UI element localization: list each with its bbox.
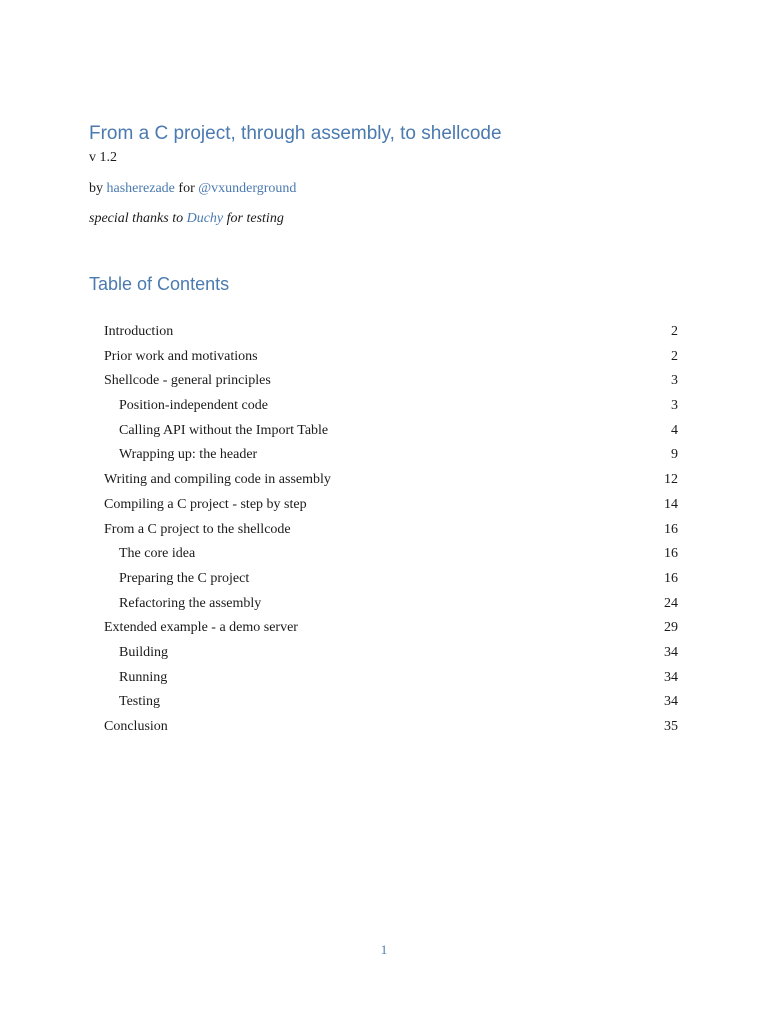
toc-entry[interactable] bbox=[0, 469, 768, 494]
toc-entry[interactable] bbox=[0, 568, 768, 593]
toc-entry-label: Conclusion bbox=[104, 719, 168, 734]
toc-entry[interactable] bbox=[0, 593, 768, 618]
page-number: 1 bbox=[380, 942, 388, 957]
toc-entry-page: 29 bbox=[664, 620, 678, 636]
toc-entry-page: 12 bbox=[664, 472, 678, 488]
toc-entry-label: Introduction bbox=[104, 324, 174, 339]
toc-entry[interactable] bbox=[0, 716, 768, 741]
toc-entry[interactable] bbox=[0, 617, 768, 642]
document-title: From a C project, through assembly, to shellcode bbox=[89, 123, 502, 144]
toc-entry-label: Refactoring the assembly bbox=[119, 595, 262, 611]
handle-link[interactable]: @vxunderground bbox=[198, 181, 297, 196]
toc-entry-label: Extended example - a demo server bbox=[104, 620, 298, 636]
thanks-prefix: special thanks to bbox=[89, 211, 187, 226]
toc-list bbox=[0, 321, 768, 741]
version-label: v 1.2 bbox=[89, 150, 117, 165]
toc-entry-label: Running bbox=[119, 669, 168, 685]
toc-entry[interactable] bbox=[0, 444, 768, 469]
thanks-line bbox=[89, 211, 284, 227]
toc-entry-page: 4 bbox=[671, 422, 678, 438]
toc-entry-label: Building bbox=[119, 644, 169, 660]
toc-entry-page: 3 bbox=[671, 373, 678, 389]
toc-entry-page: 16 bbox=[664, 546, 678, 562]
toc-entry-label: Calling API without the Import Table bbox=[119, 422, 329, 438]
toc-entry[interactable] bbox=[0, 420, 768, 445]
toc-entry-page: 16 bbox=[664, 521, 678, 537]
toc-entry[interactable] bbox=[0, 494, 768, 519]
toc-entry-page: 34 bbox=[664, 669, 678, 685]
toc-entry-page: 2 bbox=[671, 348, 678, 364]
tester-link[interactable]: Duchy bbox=[186, 211, 224, 226]
toc-entry-page: 16 bbox=[664, 570, 678, 586]
toc-entry-page: 3 bbox=[671, 398, 678, 414]
toc-entry-page: 34 bbox=[664, 644, 678, 660]
toc-entry[interactable] bbox=[0, 519, 768, 544]
author-link[interactable]: hasherezade bbox=[106, 181, 175, 196]
toc-entry-label: Preparing the C project bbox=[119, 570, 250, 586]
toc-entry-label: Compiling a C project - step by step bbox=[104, 496, 307, 512]
toc-entry[interactable] bbox=[0, 370, 768, 395]
toc-entry-page: 2 bbox=[671, 324, 678, 339]
toc-entry-label: From a C project to the shellcode bbox=[104, 521, 291, 537]
toc-entry-label: Wrapping up: the header bbox=[119, 447, 258, 463]
toc-entry[interactable] bbox=[0, 321, 768, 346]
toc-entry-page: 9 bbox=[671, 447, 678, 463]
byline-prefix: by bbox=[89, 181, 107, 196]
toc-entry-page: 14 bbox=[664, 496, 678, 512]
toc-heading: Table of Contents bbox=[89, 274, 230, 294]
toc-entry-page: 24 bbox=[664, 595, 678, 611]
toc-entry[interactable] bbox=[0, 667, 768, 692]
toc-entry-page: 34 bbox=[664, 694, 678, 710]
toc-entry-label: Testing bbox=[119, 694, 161, 710]
thanks-suffix: for testing bbox=[223, 211, 284, 226]
toc-entry-label: Shellcode - general principles bbox=[104, 373, 271, 389]
byline-middle: for bbox=[174, 181, 199, 196]
toc-entry[interactable] bbox=[0, 642, 768, 667]
toc-entry[interactable] bbox=[0, 346, 768, 371]
toc-entry[interactable] bbox=[0, 691, 768, 716]
toc-entry[interactable] bbox=[0, 395, 768, 420]
toc-entry[interactable] bbox=[0, 543, 768, 568]
toc-entry-label: Position-independent code bbox=[119, 398, 268, 414]
byline bbox=[89, 181, 296, 197]
toc-entry-label: The core idea bbox=[119, 546, 196, 562]
toc-entry-label: Prior work and motivations bbox=[104, 348, 258, 364]
toc-entry-page: 35 bbox=[664, 719, 678, 734]
toc-entry-label: Writing and compiling code in assembly bbox=[104, 472, 331, 488]
